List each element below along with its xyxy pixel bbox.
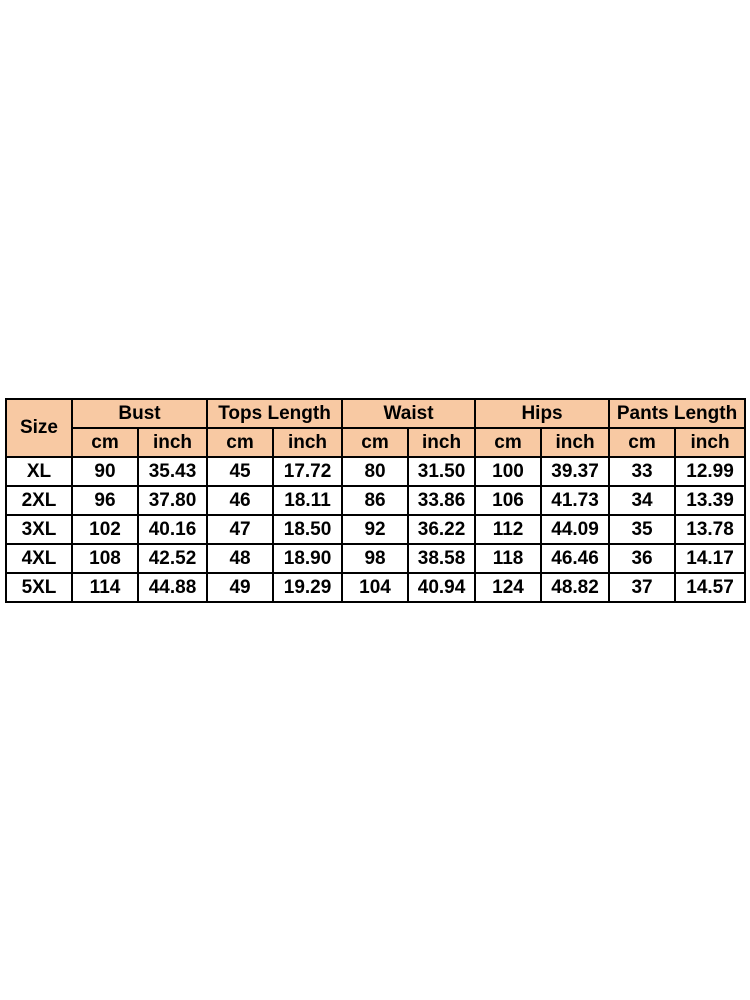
table-cell: 49 xyxy=(207,573,273,602)
table-cell: 13.78 xyxy=(675,515,745,544)
table-cell: 86 xyxy=(342,486,408,515)
table-cell: 100 xyxy=(475,457,541,486)
unit-header: inch xyxy=(675,428,745,457)
group-header-waist: Waist xyxy=(342,399,475,428)
table-cell: 42.52 xyxy=(138,544,207,573)
size-cell: 5XL xyxy=(6,573,72,602)
table-row xyxy=(6,515,745,544)
table-cell: 33.86 xyxy=(408,486,475,515)
unit-header: inch xyxy=(138,428,207,457)
table-cell: 19.29 xyxy=(273,573,342,602)
table-cell: 34 xyxy=(609,486,675,515)
table-cell: 46.46 xyxy=(541,544,609,573)
table-cell: 14.17 xyxy=(675,544,745,573)
table-cell: 33 xyxy=(609,457,675,486)
table-cell: 45 xyxy=(207,457,273,486)
table-cell: 14.57 xyxy=(675,573,745,602)
table-cell: 36.22 xyxy=(408,515,475,544)
unit-header: cm xyxy=(342,428,408,457)
table-cell: 37 xyxy=(609,573,675,602)
table-cell: 44.88 xyxy=(138,573,207,602)
table-cell: 40.94 xyxy=(408,573,475,602)
table-cell: 12.99 xyxy=(675,457,745,486)
table-cell: 18.50 xyxy=(273,515,342,544)
unit-header: inch xyxy=(273,428,342,457)
table-cell: 48 xyxy=(207,544,273,573)
unit-header: cm xyxy=(207,428,273,457)
table-cell: 41.73 xyxy=(541,486,609,515)
size-column-header: Size xyxy=(6,399,72,457)
unit-header: inch xyxy=(408,428,475,457)
table-cell: 18.90 xyxy=(273,544,342,573)
table-cell: 35 xyxy=(609,515,675,544)
table-cell: 98 xyxy=(342,544,408,573)
table-cell: 38.58 xyxy=(408,544,475,573)
table-cell: 90 xyxy=(72,457,138,486)
unit-header: inch xyxy=(541,428,609,457)
table-cell: 106 xyxy=(475,486,541,515)
table-cell: 44.09 xyxy=(541,515,609,544)
size-cell: XL xyxy=(6,457,72,486)
size-cell: 2XL xyxy=(6,486,72,515)
table-cell: 92 xyxy=(342,515,408,544)
table-cell: 96 xyxy=(72,486,138,515)
table-cell: 17.72 xyxy=(273,457,342,486)
table-cell: 118 xyxy=(475,544,541,573)
unit-header: cm xyxy=(72,428,138,457)
size-chart-table xyxy=(5,398,746,603)
table-cell: 47 xyxy=(207,515,273,544)
size-cell: 3XL xyxy=(6,515,72,544)
table-cell: 13.39 xyxy=(675,486,745,515)
group-header-bust: Bust xyxy=(72,399,207,428)
table-cell: 37.80 xyxy=(138,486,207,515)
group-header-tops-length: Tops Length xyxy=(207,399,342,428)
table-cell: 40.16 xyxy=(138,515,207,544)
table-cell: 114 xyxy=(72,573,138,602)
table-cell: 102 xyxy=(72,515,138,544)
table-row xyxy=(6,486,745,515)
table-row xyxy=(6,544,745,573)
unit-header: cm xyxy=(609,428,675,457)
table-cell: 124 xyxy=(475,573,541,602)
unit-header-row xyxy=(6,428,745,457)
table-cell: 104 xyxy=(342,573,408,602)
table-cell: 80 xyxy=(342,457,408,486)
table-cell: 48.82 xyxy=(541,573,609,602)
size-chart xyxy=(5,398,744,603)
table-cell: 108 xyxy=(72,544,138,573)
table-cell: 36 xyxy=(609,544,675,573)
table-cell: 31.50 xyxy=(408,457,475,486)
group-header-pants-length: Pants Length xyxy=(609,399,745,428)
unit-header: cm xyxy=(475,428,541,457)
table-cell: 39.37 xyxy=(541,457,609,486)
table-cell: 18.11 xyxy=(273,486,342,515)
table-row xyxy=(6,457,745,486)
table-cell: 112 xyxy=(475,515,541,544)
size-cell: 4XL xyxy=(6,544,72,573)
group-header-hips: Hips xyxy=(475,399,609,428)
group-header-row xyxy=(6,399,745,428)
table-cell: 35.43 xyxy=(138,457,207,486)
table-cell: 46 xyxy=(207,486,273,515)
table-row xyxy=(6,573,745,602)
